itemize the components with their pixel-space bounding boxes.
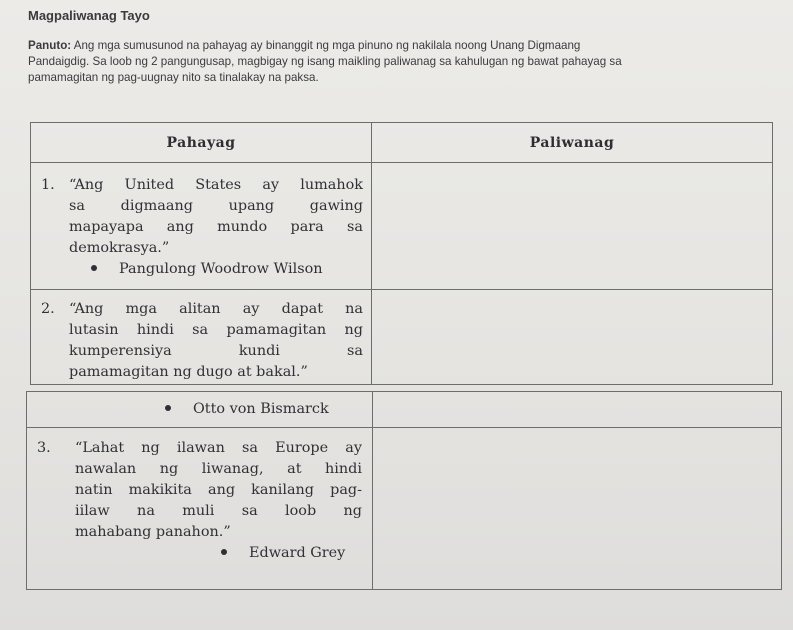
instructions-line-2: Pandaigdig. Sa loob ng 2 pangungusap, magbigay ng isang maikling paliwanag sa kahulugan ng bawat pahayag sa [28,55,622,68]
instructions-text-1: Ang mga sumusunod na pahayag ay binanggit ng mga pinuno ng nakilala noong Unang Digmaang [73,39,581,52]
instructions-line-1 [28,38,768,54]
bullet-icon [165,405,171,411]
speaker-cell-2 [27,392,373,428]
quote-table-bottom [26,391,782,590]
quote-cell-3 [27,428,373,590]
quote-1-line-1: “Ang United States ay lumahok [69,177,363,193]
quote-3-line-1: “Lahat ng ilawan sa Europe ay [75,440,362,456]
quote-1-line-4: demokrasya.” [69,240,170,256]
bullet-icon [221,549,227,555]
quote-2-line-1: “Ang mga alitan ay dapat na [69,301,363,317]
paliwanag-cell-1[interactable] [372,163,773,290]
bullet-icon [91,265,97,271]
speaker-2-name: Otto von Bismarck [193,401,329,417]
quote-number-1: 1. [41,177,55,193]
speaker-1 [91,259,363,280]
speaker-1-name: Pangulong Woodrow Wilson [119,261,323,277]
paliwanag-cell-2-cont[interactable] [373,392,782,428]
quote-3-line-2: nawalan ng liwanag, at hindi [75,461,362,477]
speaker-3 [221,543,362,564]
instructions-line-3: pamamagitan ng pag-uugnay nito sa tinalakay na paksa. [28,71,319,84]
header-pahayag: Pahayag [31,123,372,163]
quote-number-2: 2. [41,301,55,317]
paliwanag-cell-2[interactable] [372,290,773,385]
instructions-label: Panuto: [28,39,72,52]
paliwanag-cell-3[interactable] [373,428,782,590]
worksheet-title: Magpaliwanag Tayo [28,8,150,23]
quote-3-line-3: natin makikita ang kanilang pag- [75,482,362,498]
speaker-3-name: Edward Grey [249,545,346,561]
quote-number-3: 3. [37,440,51,456]
instructions [28,38,768,86]
quote-1-line-2: sa digmaang upang gawing [69,198,363,214]
quote-3-line-5: mahabang panahon.” [75,524,231,540]
quote-cell-2 [31,290,372,385]
quote-1-line-3: mapayapa ang mundo para sa [69,219,363,235]
quote-3-line-4: iilaw na muli sa loob ng [75,503,362,519]
speaker-2 [165,399,372,420]
quote-2-line-3: kumperensiya kundi sa [69,343,363,359]
quote-cell-1 [31,163,372,290]
header-paliwanag: Paliwanag [372,123,773,163]
quote-2-line-2: lutasin hindi sa pamamagitan ng [69,322,363,338]
quote-table-top [30,122,773,385]
quote-2-line-4: pamamagitan ng dugo at bakal.” [69,364,308,380]
